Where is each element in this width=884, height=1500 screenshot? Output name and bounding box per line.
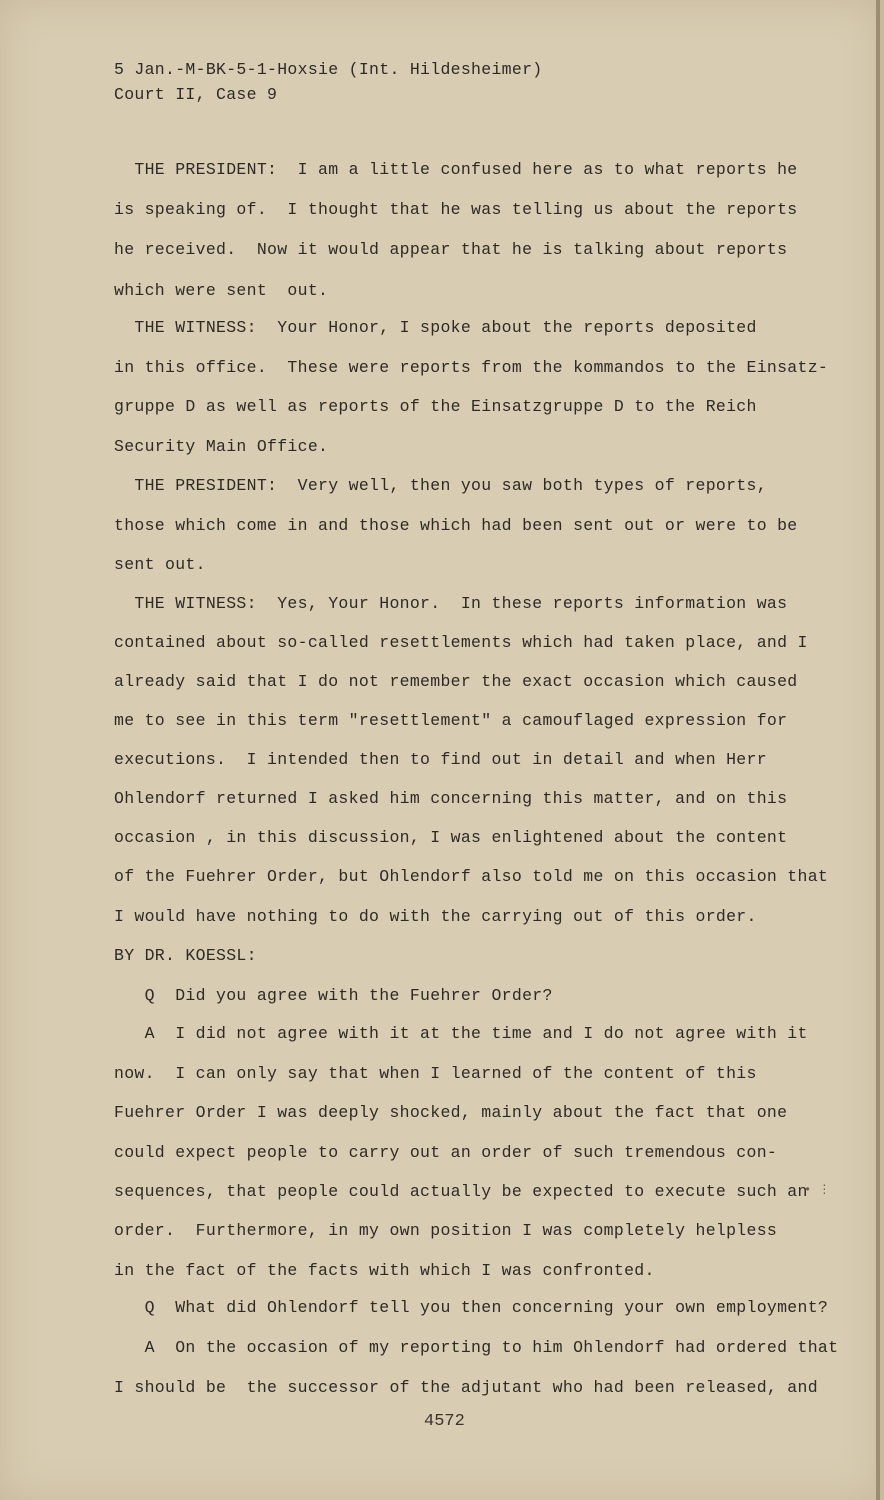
transcript-line: occasion , in this discussion, I was enlightened about the content [114,828,788,847]
page-number: 4572 [424,1412,465,1431]
transcript-line: sent out. [114,555,206,574]
header-line-1: 5 Jan.-M-BK-5-1-Hoxsie (Int. Hildesheimer) [114,60,543,79]
transcript-line: THE WITNESS: Yes, Your Honor. In these reports information was [114,594,788,613]
transcript-line: of the Fuehrer Order, but Ohlendorf also told me on this occasion that [114,867,829,886]
transcript-line: contained about so-called resettlements which had taken place, and I [114,633,808,652]
transcript-line: Ohlendorf returned I asked him concerning this matter, and on this [114,789,788,808]
transcript-line: already said that I do not remember the exact occasion which caused [114,672,798,691]
page-edge-shadow [876,0,880,1500]
transcript-line: gruppe D as well as reports of the Einsatzgruppe D to the Reich [114,397,757,416]
transcript-line: THE WITNESS: Your Honor, I spoke about the reports deposited [114,318,757,337]
transcript-line: now. I can only say that when I learned of the content of this [114,1064,757,1083]
transcript-line: I should be the successor of the adjutant who had been released, and [114,1378,818,1397]
transcript-line: A I did not agree with it at the time and I do not agree with it [114,1024,808,1043]
transcript-line: Fuehrer Order I was deeply shocked, mainly about the fact that one [114,1103,788,1122]
transcript-line: Security Main Office. [114,437,329,456]
transcript-line: A On the occasion of my reporting to him Ohlendorf had ordered that [114,1338,839,1357]
transcript-line: could expect people to carry out an order of such tremendous con- [114,1143,778,1162]
transcript-line: is speaking of. I thought that he was telling us about the reports [114,200,798,219]
transcript-line: he received. Now it would appear that he is talking about reports [114,240,788,259]
transcript-line: sequences, that people could actually be expected to execute such an [114,1182,808,1201]
transcript-line: those which come in and those which had been sent out or were to be [114,516,798,535]
transcript-line: in this office. These were reports from the kommandos to the Einsatz- [114,358,829,377]
transcript-line: Q Did you agree with the Fuehrer Order? [114,986,553,1005]
transcript-line: THE PRESIDENT: Very well, then you saw both types of reports, [114,476,767,495]
transcript-line: BY DR. KOESSL: [114,946,257,965]
transcript-line: I would have nothing to do with the carrying out of this order. [114,907,757,926]
transcript-line: Q What did Ohlendorf tell you then concerning your own employment? [114,1298,829,1317]
transcript-line: THE PRESIDENT: I am a little confused here as to what reports he [114,160,798,179]
transcript-line: which were sent out. [114,281,329,300]
transcript-line: me to see in this term "resettlement" a camouflaged expression for [114,711,788,730]
transcript-line: order. Furthermore, in my own position I was completely helpless [114,1221,778,1240]
margin-smudge-icon: • ⋮ [804,1183,831,1197]
header-line-2: Court II, Case 9 [114,85,278,104]
transcript-line: executions. I intended then to find out in detail and when Herr [114,750,767,769]
transcript-line: in the fact of the facts with which I was confronted. [114,1261,655,1280]
